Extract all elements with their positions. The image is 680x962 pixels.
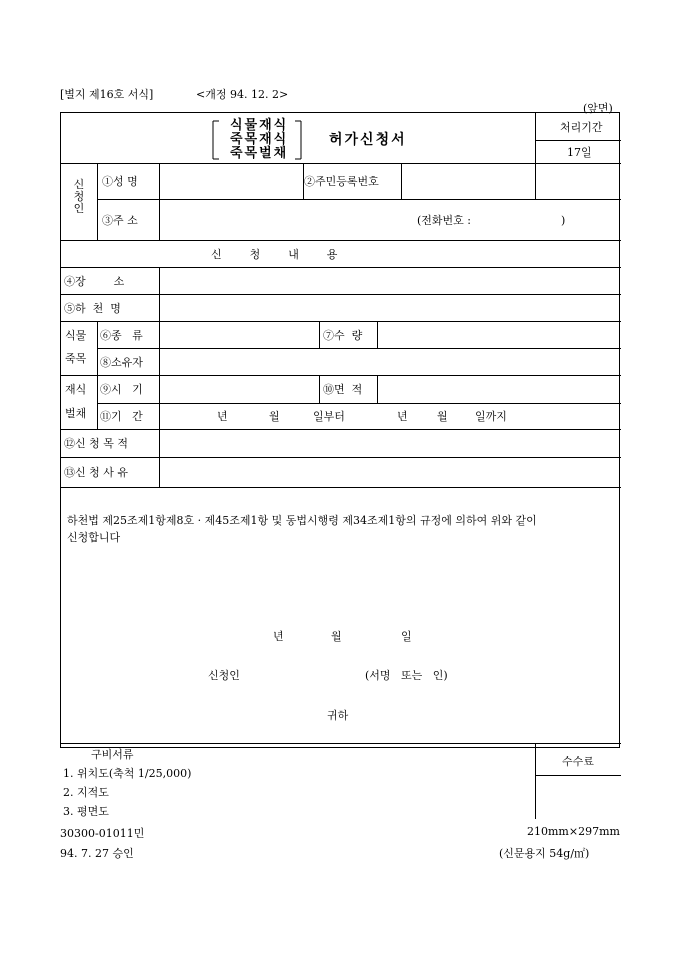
area-label: ⑩면 적 [323, 383, 363, 396]
divider [61, 487, 621, 488]
divider [535, 743, 536, 819]
divider [401, 163, 402, 199]
river-name-label: ⑤하 천 명 [64, 302, 121, 315]
date-month: 월 [331, 630, 342, 643]
planting-group-label-1: 재식 [65, 383, 87, 396]
phone-close: ) [561, 214, 566, 227]
required-doc-item: 2. 지적도 [63, 786, 109, 799]
divider [61, 267, 621, 268]
required-doc-item: 1. 위치도(축척 1/25,000) [63, 767, 192, 780]
paper-type: (신문용지 54g/㎡) [499, 847, 590, 860]
divider [377, 375, 378, 403]
applicant-sign-label: 신청인 [208, 669, 240, 682]
required-doc-item: 3. 평면도 [63, 805, 109, 818]
divider [535, 113, 536, 199]
plants-group-label-1: 식물 [65, 329, 87, 342]
divider [61, 429, 621, 430]
divider [377, 321, 378, 348]
addressee: 귀하 [327, 709, 349, 722]
paper-size: 210mm×297mm [527, 825, 620, 838]
divider [319, 375, 320, 403]
reason-label: ⑬신 청 사 유 [64, 466, 128, 479]
signature-hint: (서명 또는 인) [365, 669, 448, 682]
kind-label: ⑥종 류 [100, 329, 143, 342]
divider [159, 163, 160, 240]
place-label: ④장 소 [64, 275, 125, 288]
divider [319, 321, 320, 348]
quantity-label: ⑦수 량 [323, 329, 363, 342]
period-to-day: 일까지 [475, 410, 507, 423]
approval-date: 94. 7. 27 승인 [60, 847, 134, 860]
plants-group-label-2: 죽목 [65, 352, 87, 365]
content-header: 신 청 내 용 [211, 248, 338, 261]
title-option-plant: 식물재식 [230, 118, 289, 133]
address-label: ③주 소 [102, 214, 138, 227]
divider [535, 140, 621, 141]
divider [61, 457, 621, 458]
divider [535, 775, 621, 776]
resident-number-label: ②주민등록번호 [304, 175, 379, 188]
divider [61, 743, 621, 744]
period-from-year: 년 [217, 410, 228, 423]
divider [61, 163, 621, 164]
date-year: 년 [273, 630, 284, 643]
phone-label: (전화번호 : [417, 214, 471, 227]
divider [97, 403, 621, 404]
period-from-day: 일부터 [313, 410, 345, 423]
fee-label: 수수료 [562, 755, 594, 768]
side-label: (앞면) [583, 102, 613, 115]
declaration-line-2: 신청합니다 [67, 531, 121, 544]
planting-group-label-2: 벌채 [65, 407, 87, 420]
application-form [60, 112, 620, 818]
period-to-year: 년 [397, 410, 408, 423]
processing-period-label: 처리기간 [560, 121, 603, 134]
applicant-group-label: 신청인 [73, 178, 85, 215]
form-title: 허가신청서 [329, 132, 407, 148]
revision-note: <개정 94. 12. 2> [196, 88, 289, 101]
divider [97, 199, 621, 200]
divider [61, 240, 621, 241]
time-label: ⑨시 기 [100, 383, 143, 396]
form-code: 30300-01011민 [60, 827, 145, 840]
divider [159, 267, 160, 487]
divider [61, 375, 621, 376]
required-docs-title: 구비서류 [91, 748, 134, 761]
period-from-month: 월 [269, 410, 280, 423]
divider [97, 163, 98, 240]
divider [61, 294, 621, 295]
period-label: ⑪기 간 [100, 410, 143, 423]
title-option-bamboo-plant: 죽목재식 [230, 132, 289, 147]
form-number: [별지 제16호 서식] [60, 88, 154, 101]
divider [97, 348, 621, 349]
divider [97, 321, 98, 429]
purpose-label: ⑫신 청 목 적 [64, 437, 128, 450]
date-day: 일 [401, 630, 412, 643]
processing-period-value: 17일 [567, 146, 592, 159]
declaration-line-1: 하천법 제25조제1항제8호 · 제45조제1항 및 동법시행령 제34조제1항의 규정에 의하여 위와 같이 [67, 514, 537, 527]
title-option-bamboo-cut: 죽목벌채 [230, 146, 289, 161]
period-to-month: 월 [437, 410, 448, 423]
divider [61, 321, 621, 322]
name-label: ①성 명 [102, 175, 138, 188]
owner-label: ⑧소유자 [100, 356, 143, 369]
